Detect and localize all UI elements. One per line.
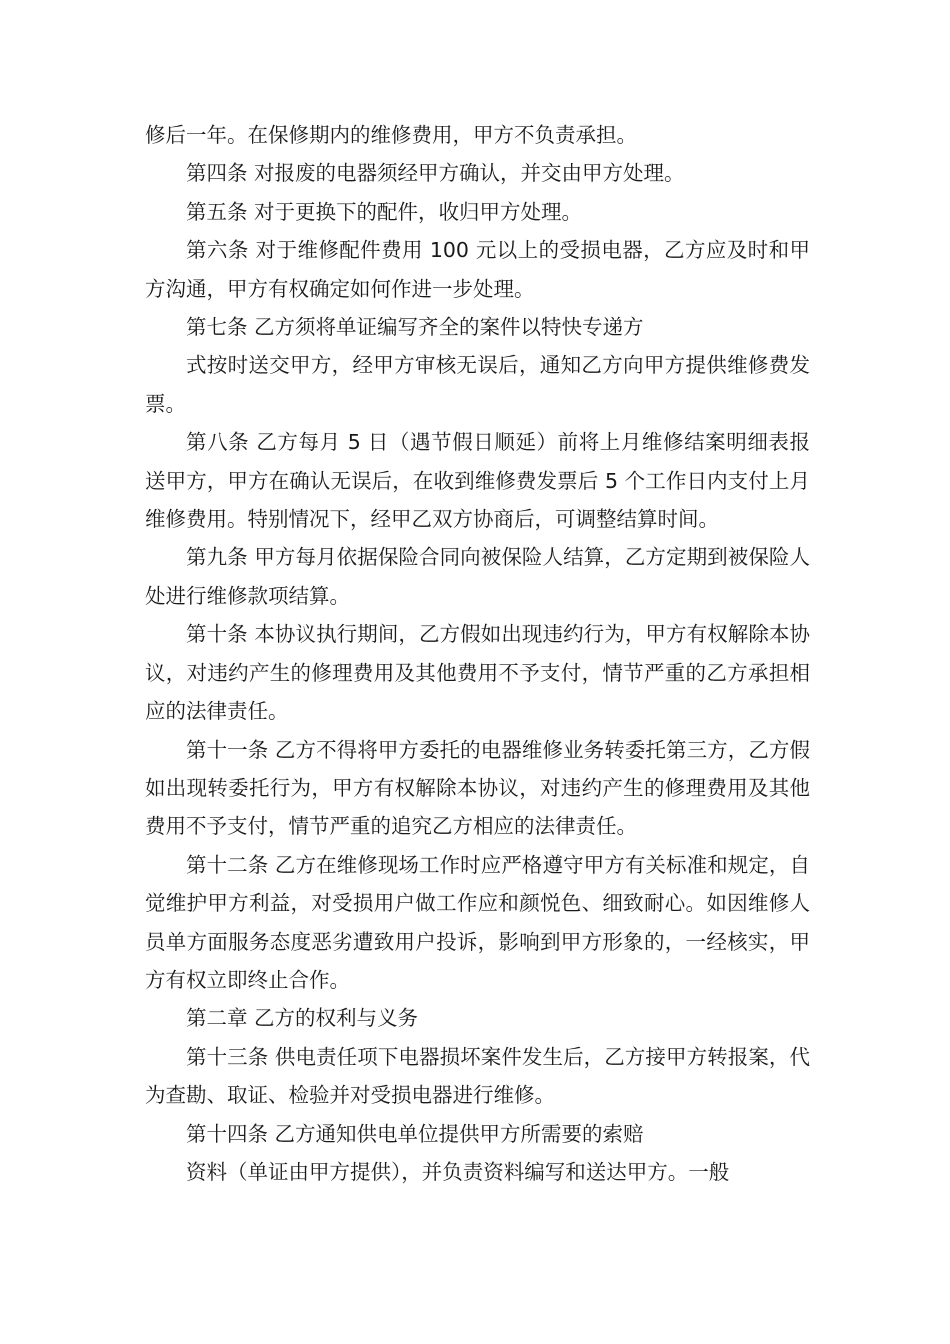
article-6: 第六条 对于维修配件费用 100 元以上的受损电器，乙方应及时和甲方沟通，甲方有权确定如何作进一步处理。 [145, 238, 810, 301]
article-10: 第十条 本协议执行期间，乙方假如出现违约行为，甲方有权解除本协议，对违约产生的修理费用及其他费用不予支付，情节严重的乙方承担相应的法律责任。 [145, 622, 810, 724]
paragraph-1: 修后一年。在保修期内的维修费用，甲方不负责承担。 [145, 123, 637, 147]
article-14-continued: 资料（单证由甲方提供），并负责资料编写和送达甲方。一般 [186, 1159, 730, 1184]
article-12: 第十二条 乙方在维修现场工作时应严格遵守甲方有关标准和规定，自觉维护甲方利益，对受损用户做工作应和颜悦色、细致耐心。如因维修人员单方面服务态度恶劣遭致用户投诉，影响到甲方形象的，一经核实，甲方有权立即终止合作。 [145, 852, 810, 992]
article-8: 第八条 乙方每月 5 日（遇节假日顺延）前将上月维修结案明细表报送甲方，甲方在确认无误后，在收到维修费发票后 5 个工作日内支付上月维修费用。特别情况下，经甲乙双方协商后，可调整结算时间。 [145, 430, 810, 532]
document-page [145, 116, 810, 1191]
article-11: 第十一条 乙方不得将甲方委托的电器维修业务转委托第三方，乙方假如出现转委托行为，甲方有权解除本协议，对违约产生的修理费用及其他费用不予支付，情节严重的追究乙方相应的法律责任。 [145, 737, 810, 839]
article-7: 第七条 乙方须将单证编写齐全的案件以特快专递方 [186, 315, 644, 340]
article-9: 第九条 甲方每月依据保险合同向被保险人结算，乙方定期到被保险人处进行维修款项结算。 [145, 545, 810, 608]
article-5: 第五条 对于更换下的配件，收归甲方处理。 [186, 199, 583, 224]
article-7-continued: 式按时送交甲方，经甲方审核无误后，通知乙方向甲方提供维修费发票。 [145, 353, 810, 416]
article-4: 第四条 对报废的电器须经甲方确认，并交由甲方处理。 [186, 161, 685, 186]
chapter-2-heading: 第二章 乙方的权利与义务 [186, 1006, 419, 1031]
article-14: 第十四条 乙方通知供电单位提供甲方所需要的索赔 [186, 1121, 644, 1146]
article-13: 第十三条 供电责任项下电器损坏案件发生后，乙方接甲方转报案，代为查勘、取证、检验并对受损电器进行维修。 [145, 1044, 810, 1108]
